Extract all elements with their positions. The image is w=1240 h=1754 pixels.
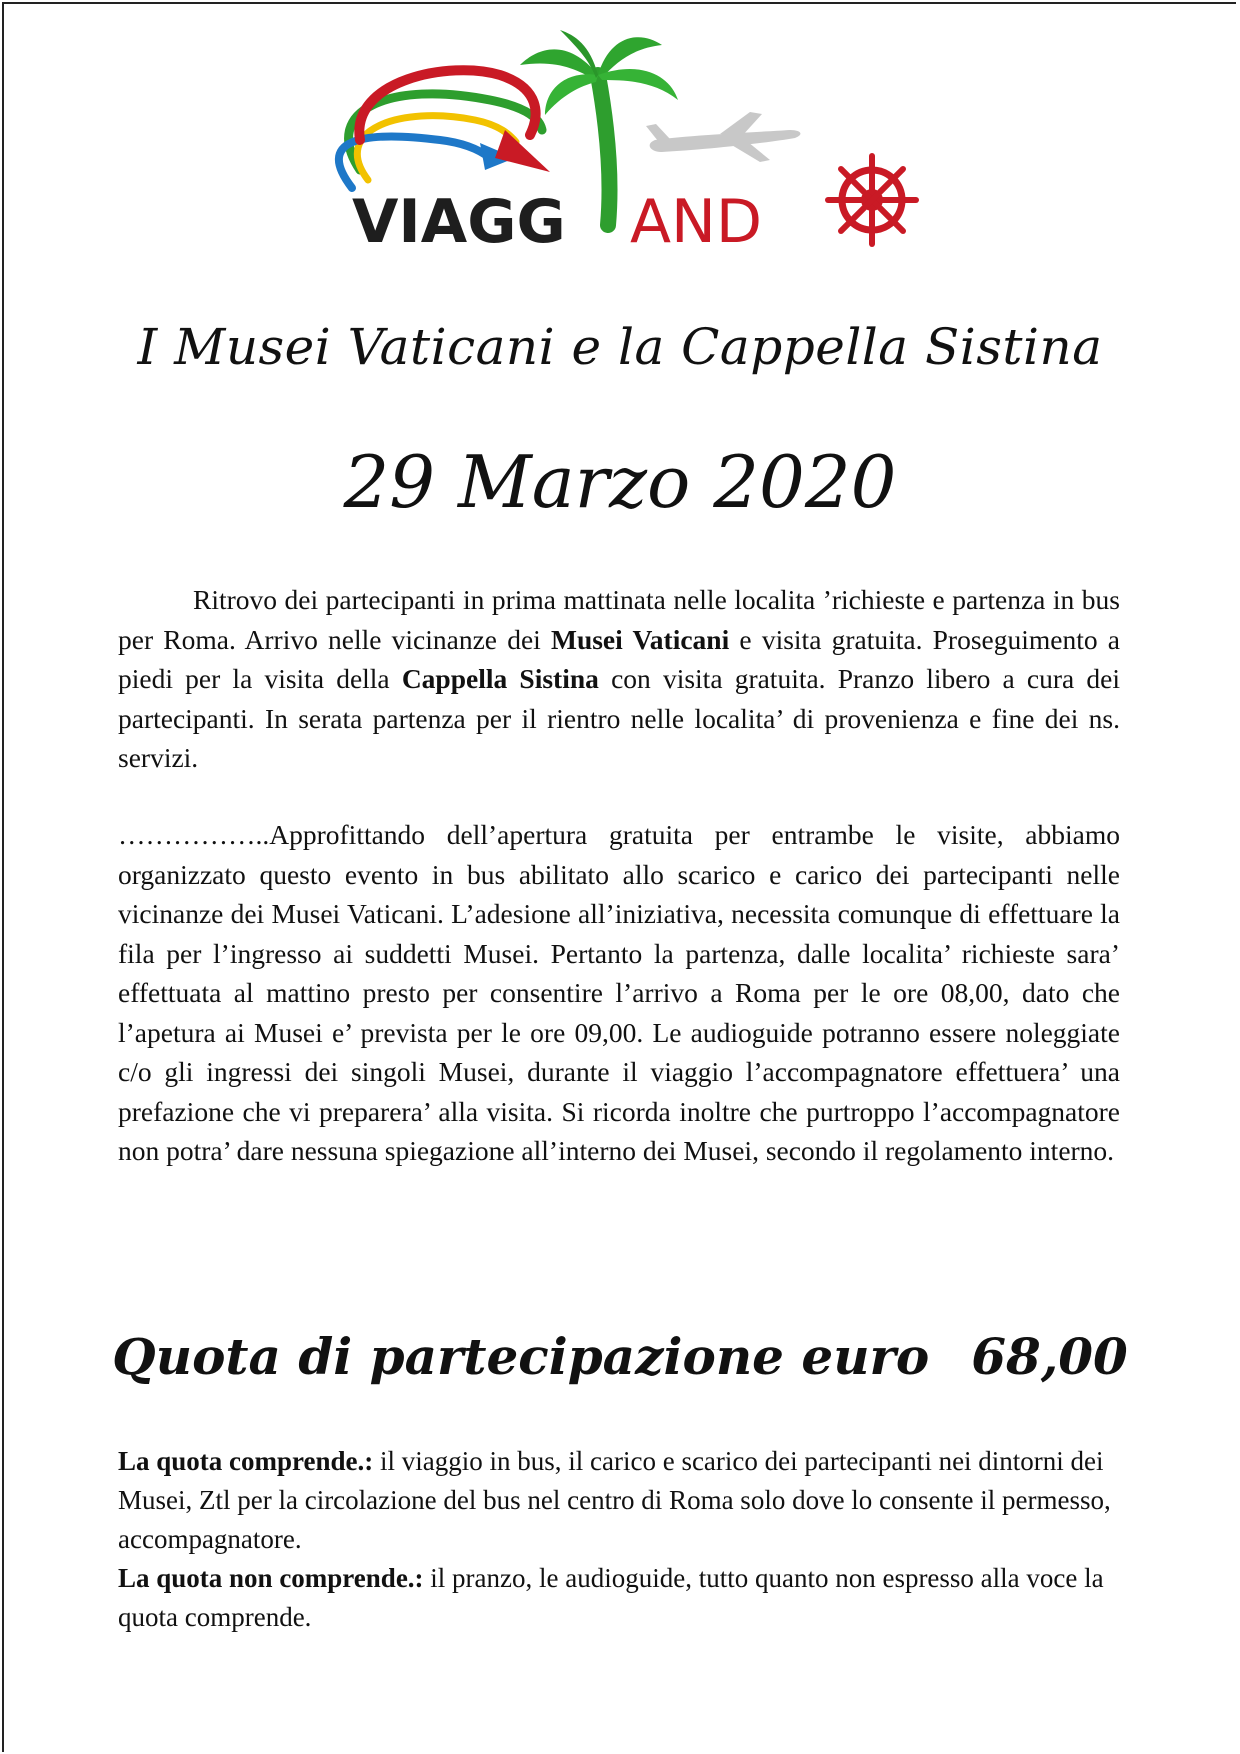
excludes-text: il pranzo, le audioguide, tutto quanto non espresso alla voce la quota comprende. bbox=[118, 1563, 1104, 1632]
viaggiando-logo bbox=[290, 20, 950, 260]
page-title: I Musei Vaticani e la Cappella Sistina bbox=[137, 318, 1103, 376]
itinerary-paragraph bbox=[118, 580, 1120, 778]
itinerary-bold-2: Cappella Sistina bbox=[401, 663, 599, 694]
itinerary-text-3: con visita gratuita. Pranzo libero a cura dei partecipanti. In serata partenza per il rientro nelle localita’ di provenienza e fine dei ns. servizi. bbox=[118, 663, 1121, 773]
price-label: Quota di partecipazione euro bbox=[112, 1327, 930, 1386]
inclusions-section bbox=[118, 1442, 1128, 1637]
includes-text: il viaggio in bus, il carico e scarico dei partecipanti nei dintorni dei Musei, Ztl per la circolazione del bus nel centro di Roma solo dove lo consente il permesso, accompagnatore. bbox=[118, 1446, 1111, 1554]
includes-label: La quota comprende.: bbox=[118, 1446, 374, 1476]
itinerary-bold-1: Musei Vaticani bbox=[550, 623, 730, 655]
event-date: 29 Marzo 2020 bbox=[343, 440, 897, 524]
swoosh-arrows-icon bbox=[339, 70, 550, 188]
itinerary-text-1: Ritrovo dei partecipanti in prima mattinata nelle localita ’richieste e partenza in bus per Roma. Arrivo nelle vicinanze dei bbox=[118, 584, 1120, 655]
price-line bbox=[0, 1327, 1240, 1386]
details-paragraph: ……………..Approfittando dell’apertura gratuita per entrambe le visite, abbiamo organizzato questo evento in bus abilitato allo scarico e carico dei partecipanti nelle vicinanze dei Musei Vaticani. L’adesione all’iniziativa, necessita comunque di effettuare la fila per l’ingresso ai suddetti Musei. Pertanto la partenza, dalle localita’ richieste sara’ effettuata al mattino presto per consentire l’arrivo a Roma per le ore 08,00, dato che l’apetura ai Musei e’ prevista per le ore 09,00. Le audioguide potranno essere noleggiate c/o gli ingressi dei singoli Musei, durante il viaggio l’accompagnatore effettuera’ una prefazione che vi preparera’ alla visita. Si ricorda inoltre che purtroppo l’accompagnatore non potra’ dare nessuna spiegazione all’interno dei Musei, secondo il regolamento interno. bbox=[118, 819, 1120, 1166]
logo-text-left: VIAGG bbox=[352, 187, 566, 257]
airplane-icon bbox=[646, 112, 800, 162]
excludes-label: La quota non comprende.: bbox=[118, 1563, 424, 1593]
ship-wheel-icon bbox=[828, 156, 916, 244]
price-amount: 68,00 bbox=[971, 1327, 1128, 1386]
logo-text-right: AND bbox=[630, 187, 763, 257]
itinerary-text-2: e visita gratuita. Proseguimento a piedi per la visita della bbox=[118, 623, 1121, 694]
